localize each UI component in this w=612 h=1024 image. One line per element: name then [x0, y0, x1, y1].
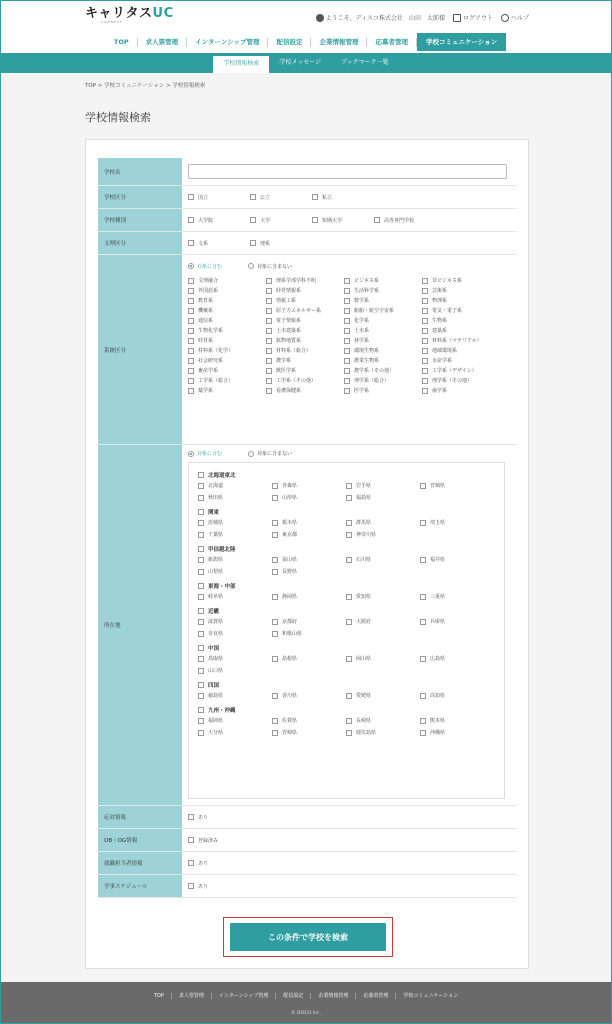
department-option[interactable]: 看護保健系 — [266, 387, 344, 394]
department-option[interactable]: 土木系 — [344, 327, 422, 334]
prefecture-checkbox[interactable]: 山形県 — [272, 494, 346, 501]
prefecture-checkbox[interactable]: 三重県 — [420, 593, 494, 600]
department-option[interactable]: 非ビジネス系 — [422, 277, 500, 284]
prefecture-checkbox[interactable]: 福井県 — [420, 556, 494, 563]
logo[interactable]: キャリタスUC — [85, 6, 174, 21]
prefecture-checkbox[interactable]: 新潟県 — [198, 556, 272, 563]
department-option[interactable]: 船舶・航空宇宙系 — [344, 307, 422, 314]
department-option[interactable]: 水産学系 — [422, 357, 500, 364]
gnav-company-info[interactable]: 企業情報管理 — [311, 38, 367, 47]
department-option[interactable]: 通信系 — [188, 317, 266, 324]
footer-link[interactable]: 配信設定 — [276, 993, 311, 999]
department-option[interactable]: 地域環境系 — [422, 347, 500, 354]
region-checkbox[interactable]: 九州・沖縄 — [198, 705, 495, 714]
prefecture-checkbox[interactable]: 群馬県 — [346, 519, 420, 526]
department-option[interactable]: 芸術系 — [422, 287, 500, 294]
region-checkbox[interactable]: 四国 — [198, 680, 495, 689]
subnav-school-message[interactable]: 学校メッセージ — [279, 59, 322, 66]
prefecture-checkbox[interactable]: 石川県 — [346, 556, 420, 563]
gnav-applicants[interactable]: 応募者管理 — [367, 38, 417, 47]
region-group — [198, 606, 495, 637]
region-group — [198, 643, 495, 674]
region-checkbox[interactable]: 甲信越北陸 — [198, 544, 495, 553]
department-option[interactable]: 材料系（総合） — [266, 347, 344, 354]
department-option[interactable]: 環境生物系 — [344, 347, 422, 354]
region-group — [198, 680, 495, 699]
prefecture-checkbox[interactable]: 埼玉県 — [420, 519, 494, 526]
row-staff — [98, 852, 517, 875]
logout-link[interactable]: ログアウト — [462, 15, 493, 22]
user-icon — [316, 14, 324, 22]
prefecture-checkbox[interactable]: 秋田県 — [198, 494, 272, 501]
department-option[interactable]: 土木建築系 — [266, 327, 344, 334]
row-location — [98, 445, 517, 806]
prefecture-checkbox[interactable]: 山口県 — [198, 667, 272, 674]
row-arts-science — [98, 232, 517, 255]
search-form-card — [85, 139, 529, 969]
prefecture-box — [188, 462, 505, 799]
department-option[interactable]: 理系学部学科不明 — [266, 277, 344, 284]
search-form — [98, 158, 517, 898]
department-option[interactable]: 教育系 — [188, 297, 266, 304]
footer-link[interactable]: 求人票管理 — [172, 993, 212, 999]
row-department — [98, 255, 517, 445]
sub-nav — [1, 53, 611, 73]
row-school-kind — [98, 209, 517, 232]
subnav-bookmarks[interactable]: ブックマーク一覧 — [341, 59, 389, 66]
region-group — [198, 470, 495, 501]
school-kind-option[interactable]: 短期大学 — [312, 217, 374, 224]
department-option[interactable]: 医学系 — [344, 387, 422, 394]
department-option[interactable]: 歯学系 — [422, 387, 500, 394]
school-type-option[interactable]: 国立 — [188, 194, 250, 201]
department-option[interactable]: 情報工系 — [266, 297, 344, 304]
prefecture-checkbox[interactable]: 岩手県 — [346, 482, 420, 489]
row-response — [98, 806, 517, 829]
label-staff: 就職担当者情報 — [98, 852, 182, 874]
department-option[interactable]: 生物系 — [422, 317, 500, 324]
region-checkbox[interactable]: 近畿 — [198, 606, 495, 615]
region-checkbox[interactable]: 中国 — [198, 643, 495, 652]
label-school-name: 学校名 — [98, 158, 182, 185]
region-checkbox[interactable]: 東海・中部 — [198, 581, 495, 590]
search-button[interactable]: この条件で学校を検索 — [230, 923, 386, 951]
search-button-highlight — [223, 917, 393, 957]
greeting-text: ようこそ、ディスコ株式会社 山田 太郎様 — [325, 15, 445, 22]
help-link[interactable]: ヘルプ — [510, 15, 529, 22]
department-option[interactable]: 工学系（その他） — [266, 377, 344, 384]
prefecture-checkbox[interactable]: 長崎県 — [346, 717, 420, 724]
department-option[interactable]: 電子情報系 — [266, 317, 344, 324]
footer-nav — [1, 993, 611, 999]
prefecture-checkbox[interactable]: 大阪府 — [346, 618, 420, 625]
prefecture-checkbox[interactable]: 山梨県 — [198, 568, 272, 575]
department-option[interactable]: 文理融合 — [188, 277, 266, 284]
school-name-input[interactable] — [188, 164, 507, 179]
prefecture-checkbox[interactable]: 熊本県 — [420, 717, 494, 724]
department-option[interactable]: 経営情報系 — [266, 287, 344, 294]
label-arts-science: 文理区分 — [98, 232, 182, 254]
footer-link[interactable]: 応募者管理 — [356, 993, 396, 999]
prefecture-checkbox[interactable]: 高知県 — [420, 692, 494, 699]
department-option[interactable]: 林学系 — [344, 337, 422, 344]
copyright: © DISCO Inc. — [291, 1011, 321, 1016]
prefecture-checkbox[interactable]: 富山県 — [272, 556, 346, 563]
prefecture-checkbox[interactable]: 鹿児島県 — [346, 729, 420, 736]
prefecture-checkbox[interactable]: 東京都 — [272, 531, 346, 538]
gnav-top[interactable]: TOP — [106, 38, 138, 47]
department-option[interactable]: 経営系 — [188, 337, 266, 344]
footer-link[interactable]: 企業情報管理 — [311, 993, 356, 999]
department-option[interactable]: ビジネス系 — [344, 277, 422, 284]
gnav-school-communication[interactable]: 学校コミュニケーション — [417, 33, 506, 51]
prefecture-checkbox[interactable]: 千葉県 — [198, 531, 272, 538]
prefecture-checkbox[interactable]: 岐阜県 — [198, 593, 272, 600]
help-icon[interactable] — [501, 14, 509, 22]
prefecture-checkbox[interactable]: 栃木県 — [272, 519, 346, 526]
prefecture-checkbox[interactable]: 愛知県 — [346, 593, 420, 600]
school-type-option[interactable]: 私立 — [312, 194, 374, 201]
prefecture-checkbox[interactable]: 広島県 — [420, 655, 494, 662]
region-group — [198, 705, 495, 736]
footer — [1, 982, 611, 1024]
label-schedule: 学事スケジュール — [98, 875, 182, 897]
row-school-type — [98, 186, 517, 209]
dept-exclude-radio[interactable]: 対象に含まない — [248, 263, 292, 270]
header — [1, 1, 611, 53]
department-option[interactable]: 獣医学系 — [266, 367, 344, 374]
department-option[interactable]: 理学系（総合） — [344, 377, 422, 384]
subnav-school-search[interactable]: 学校情報検索 — [213, 53, 269, 73]
school-kind-option[interactable]: 大学 — [250, 217, 312, 224]
department-option[interactable]: 農学系 — [266, 357, 344, 364]
label-department: 系統区分 — [98, 255, 182, 444]
label-ob-og: OB・OG情報 — [98, 829, 182, 851]
label-location: 所在地 — [98, 445, 182, 805]
school-type-option[interactable]: 公立 — [250, 194, 312, 201]
prefecture-checkbox[interactable]: 徳島県 — [198, 692, 272, 699]
department-option[interactable]: 薬学系 — [188, 387, 266, 394]
department-option[interactable]: 電気・電子系 — [422, 307, 500, 314]
department-option[interactable]: 社会研究系 — [188, 357, 266, 364]
prefecture-checkbox[interactable]: 和歌山県 — [272, 630, 346, 637]
logout-icon[interactable] — [453, 14, 461, 22]
department-option[interactable]: 機械系 — [188, 307, 266, 314]
department-option[interactable]: 外国語系 — [188, 287, 266, 294]
prefecture-checkbox[interactable]: 沖縄県 — [420, 729, 494, 736]
prefecture-checkbox[interactable]: 福岡県 — [198, 717, 272, 724]
prefecture-checkbox[interactable]: 宮崎県 — [272, 729, 346, 736]
prefecture-checkbox[interactable]: 福島県 — [346, 494, 420, 501]
department-option[interactable]: 原子力エネルギー系 — [266, 307, 344, 314]
label-school-type: 学校区分 — [98, 186, 182, 208]
prefecture-checkbox[interactable]: 愛媛県 — [346, 692, 420, 699]
staff-checkbox[interactable]: あり — [188, 860, 208, 867]
department-option[interactable]: 材料系（化学） — [188, 347, 266, 354]
global-nav — [1, 33, 611, 51]
arts-science-option[interactable]: 文系 — [188, 240, 250, 247]
department-option[interactable]: 生活科学系 — [344, 287, 422, 294]
region-group — [198, 507, 495, 538]
ob-og-checkbox[interactable]: 登録済み — [188, 837, 218, 844]
school-kind-option[interactable]: 高等専門学校 — [374, 217, 436, 224]
prefecture-checkbox[interactable]: 佐賀県 — [272, 717, 346, 724]
prefecture-checkbox[interactable]: 鳥取県 — [198, 655, 272, 662]
gnav-internship[interactable]: インターンシップ管理 — [187, 38, 268, 47]
logo-subtitle: CONNECT — [101, 20, 123, 24]
prefecture-checkbox[interactable]: 静岡県 — [272, 593, 346, 600]
prefecture-checkbox[interactable]: 岡山県 — [346, 655, 420, 662]
page-title: 学校情報検索 — [85, 111, 151, 124]
school-kind-option[interactable]: 大学院 — [188, 217, 250, 224]
user-bar — [316, 13, 529, 22]
prefecture-checkbox[interactable]: 香川県 — [272, 692, 346, 699]
row-schedule — [98, 875, 517, 898]
prefecture-checkbox[interactable]: 兵庫県 — [420, 618, 494, 625]
label-school-kind: 学校種別 — [98, 209, 182, 231]
gnav-delivery[interactable]: 配信設定 — [268, 38, 311, 47]
department-option[interactable]: 化学系 — [344, 317, 422, 324]
prefecture-checkbox[interactable]: 京都府 — [272, 618, 346, 625]
department-option[interactable]: 理学系（その他） — [422, 377, 500, 384]
row-school-name — [98, 158, 517, 186]
region-checkbox[interactable]: 関東 — [198, 507, 495, 516]
dept-include-radio[interactable]: 対象に含む — [188, 263, 248, 270]
prefecture-checkbox[interactable]: 滋賀県 — [198, 618, 272, 625]
prefecture-checkbox[interactable]: 神奈川県 — [346, 531, 420, 538]
region-group — [198, 544, 495, 575]
prefecture-checkbox[interactable]: 奈良県 — [198, 630, 272, 637]
department-option[interactable]: 農学系（その他） — [344, 367, 422, 374]
location-exclude-radio[interactable]: 対象に含まない — [248, 450, 292, 457]
prefecture-checkbox[interactable]: 宮城県 — [420, 482, 494, 489]
department-option[interactable]: 鉱物地質系 — [266, 337, 344, 344]
arts-science-option[interactable]: 理系 — [250, 240, 312, 247]
prefecture-checkbox[interactable]: 青森県 — [272, 482, 346, 489]
department-options — [188, 277, 511, 394]
department-option[interactable]: 物理系 — [422, 297, 500, 304]
footer-link[interactable]: 学校コミュニケーション — [403, 993, 459, 999]
prefecture-checkbox[interactable]: 大分県 — [198, 729, 272, 736]
prefecture-checkbox[interactable]: 茨城県 — [198, 519, 272, 526]
footer-link[interactable]: インターンシップ管理 — [212, 993, 276, 999]
department-option[interactable]: 工学系（デザイン） — [422, 367, 500, 374]
department-option[interactable]: 建築系 — [422, 327, 500, 334]
schedule-checkbox[interactable]: あり — [188, 883, 208, 890]
prefecture-checkbox[interactable]: 長野県 — [272, 568, 346, 575]
department-option[interactable]: 農業生物系 — [344, 357, 422, 364]
gnav-job-postings[interactable]: 求人票管理 — [138, 38, 188, 47]
row-ob-og — [98, 829, 517, 852]
location-include-radio[interactable]: 対象に含む — [188, 450, 248, 457]
response-checkbox[interactable]: あり — [188, 814, 208, 821]
department-option[interactable]: 工学系（総合） — [188, 377, 266, 384]
department-option[interactable]: 畜産学系 — [188, 367, 266, 374]
department-option[interactable]: 材料系（マテリアル） — [422, 337, 500, 344]
label-response: 応対情報 — [98, 806, 182, 828]
department-option[interactable]: 生物化学系 — [188, 327, 266, 334]
prefecture-checkbox[interactable]: 島根県 — [272, 655, 346, 662]
footer-link[interactable]: TOP — [147, 993, 172, 999]
region-checkbox[interactable]: 北海道東北 — [198, 470, 495, 479]
region-group — [198, 581, 495, 600]
prefecture-checkbox[interactable]: 北海道 — [198, 482, 272, 489]
department-option[interactable]: 数学系 — [344, 297, 422, 304]
breadcrumb: TOP > 学校コミュニケーション > 学校情報検索 — [85, 83, 206, 89]
